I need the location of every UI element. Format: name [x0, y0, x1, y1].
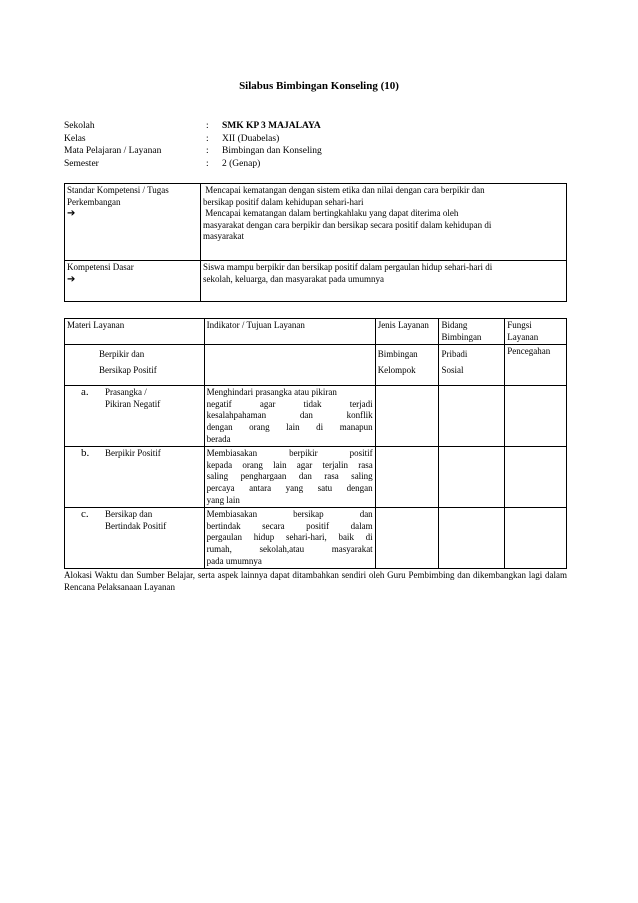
ind-line: negatif agar tidak terjadi [206, 398, 373, 409]
list-item [67, 448, 202, 460]
service-table [64, 318, 567, 569]
item-line: Pikiran Negatif [105, 398, 161, 409]
indikator-cell [204, 447, 375, 508]
main-topic-row [65, 345, 567, 386]
item-letter: a. [81, 386, 89, 399]
list-item [67, 387, 202, 410]
header-indikator: Indikator / Tujuan Layanan [204, 319, 375, 345]
ind-line: yang lain [206, 494, 240, 505]
standar-kompetensi-content [201, 184, 567, 261]
header-fungsi: Fungsi Layanan [507, 320, 539, 342]
ind-line: Menghindari prasangka atau pikiran [206, 387, 337, 398]
document-title: Silabus Bimbingan Konseling (10) [239, 80, 399, 92]
ind-line: kesalahpahaman dan konflik [206, 410, 373, 421]
item-line: Berpikir Positif [105, 448, 161, 459]
ind-line: dengan orang lain di manapun [206, 421, 373, 432]
ind-line: saling penghargaan dan rasa saling [206, 471, 373, 482]
item-line: Bersikap dan [105, 509, 153, 520]
info-value: XII (Duabelas) [222, 133, 280, 144]
info-label: Mata Pelajaran / Layanan [64, 146, 162, 157]
sk-text-line: masyarakat dengan cara berpikir dan bersikap secara positif dalam kehidupan di [203, 219, 492, 230]
footer-note: Alokasi Waktu dan Sumber Belajar, serta aspek lainnya dapat ditambahkan sendiri oleh Guru Pembimbing dan dikembangkan lagi dalam Rencana Pelaksanaan Layanan [64, 570, 567, 592]
ind-line: berada [206, 433, 231, 444]
arrow-right-icon: ➔ [67, 273, 76, 285]
header-jenis: Jenis Layanan [377, 320, 429, 330]
main-topic-cell [65, 345, 205, 386]
info-separator: : [206, 121, 209, 131]
empty-indikator-cell [204, 345, 375, 386]
sk-text-line: Mencapai kematangan dalam bertingkahlaku yang dapat diterima oleh [203, 208, 459, 219]
info-value: 2 (Genap) [222, 158, 261, 169]
item-letter: c. [81, 508, 89, 521]
table-row [65, 508, 567, 569]
kompetensi-dasar-label-cell [65, 261, 201, 302]
ind-line: Membiasakan bersikap dan [206, 509, 373, 520]
item-line: Prasangka / [105, 387, 147, 398]
item-letter: b. [81, 447, 90, 460]
ind-line: kepada orang lain agar terjalin rasa [206, 459, 373, 470]
empty-cell [439, 447, 505, 508]
list-item [67, 509, 202, 532]
empty-cell [375, 386, 439, 447]
table-row [65, 447, 567, 508]
info-separator: : [206, 133, 209, 144]
empty-cell [505, 386, 567, 447]
info-label: Kelas [64, 133, 86, 144]
item-line: Bertindak Positif [105, 520, 167, 531]
ind-line: pergaulan hidup sehari-hari, baik di [206, 532, 373, 543]
bidang-value: Pribadi Sosial [441, 349, 468, 376]
kompetensi-dasar-row [65, 261, 567, 302]
sk-text-line: bersikap positif dalam kehidupan sehari-hari [203, 196, 364, 207]
info-label: Sekolah [64, 121, 95, 131]
competency-table [64, 183, 567, 302]
fungsi-value: Pencegahan [507, 346, 551, 357]
ind-line: Membiasakan berpikir positif [206, 448, 373, 459]
ind-line: bertindak secara positif dalam [206, 520, 373, 531]
info-value: Bimbingan dan Konseling [222, 146, 322, 157]
main-topic-label: Berpikir dan Bersikap Positif [99, 349, 157, 376]
ind-line: pada umumnya [206, 555, 262, 566]
sk-text-line: Mencapai kematangan dengan sistem etika dan nilai dengan cara berpikir dan [203, 185, 485, 195]
header-bidang: Bidang Bimbingan [441, 320, 482, 342]
jenis-value: Bimbingan Kelompok [377, 349, 418, 376]
materi-cell [65, 386, 205, 447]
standar-kompetensi-label: Standar Kompetensi / Tugas Perkembangan [67, 185, 169, 207]
kompetensi-dasar-content [201, 261, 567, 302]
standar-kompetensi-label-cell [65, 184, 201, 261]
kd-text-line: sekolah, keluarga, dan masyarakat pada umumnya [203, 273, 385, 284]
table-row [65, 386, 567, 447]
standar-kompetensi-row [65, 184, 567, 261]
empty-cell [375, 447, 439, 508]
indikator-cell [204, 508, 375, 569]
info-label: Semester [64, 158, 99, 169]
empty-cell [439, 508, 505, 569]
kompetensi-dasar-label: Kompetensi Dasar [67, 262, 134, 272]
empty-cell [439, 386, 505, 447]
empty-cell [505, 508, 567, 569]
materi-cell [65, 447, 205, 508]
ind-line: percaya antara yang satu dengan [206, 482, 373, 493]
sk-text-line: masyarakat [203, 231, 244, 242]
kd-text-line: Siswa mampu berpikir dan bersikap positif dalam pergaulan hidup sehari-hari di [203, 262, 493, 272]
info-separator: : [206, 146, 209, 157]
empty-cell [375, 508, 439, 569]
materi-cell [65, 508, 205, 569]
info-value: SMK KP 3 MAJALAYA [222, 121, 321, 131]
info-separator: : [206, 158, 209, 169]
header-materi: Materi Layanan [65, 319, 205, 345]
table-header-row [65, 319, 567, 345]
indikator-cell [204, 386, 375, 447]
ind-line: rumah, sekolah,atau masyarakat [206, 543, 373, 554]
empty-cell [505, 447, 567, 508]
arrow-right-icon: ➔ [67, 208, 76, 220]
